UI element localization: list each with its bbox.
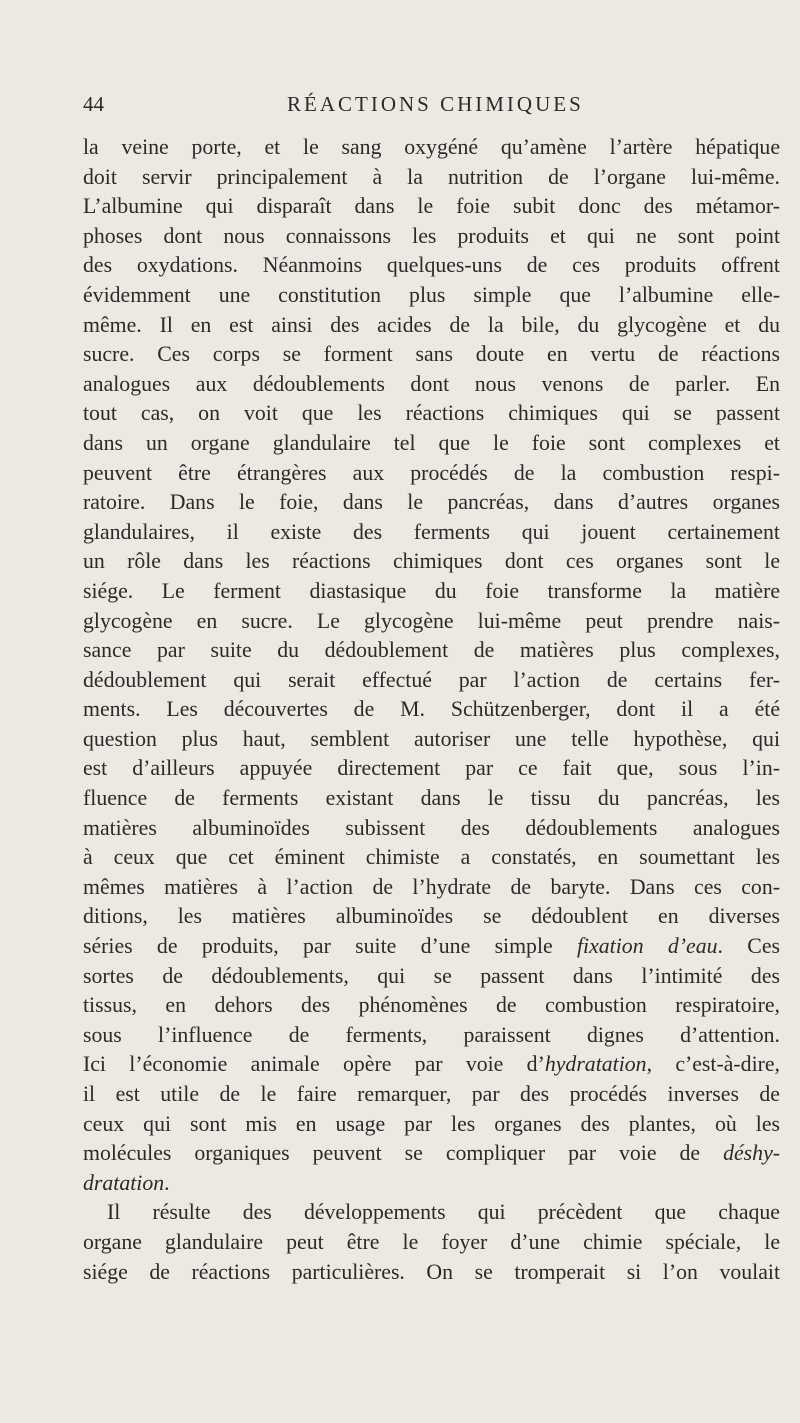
text-line: sance par suite du dédoublement de matières plus complexes, <box>83 638 780 663</box>
text-line <box>83 1169 780 1199</box>
text-line: tissus, en dehors des phénomènes de combustion respiratoire, <box>83 993 780 1018</box>
text-run: . <box>164 1170 170 1195</box>
text-line: L’albumine qui disparaît dans le foie subit donc des métamor- <box>83 194 780 219</box>
text-line: est d’ailleurs appuyée directement par ce fait que, sous l’in- <box>83 756 780 781</box>
text-line: la veine porte, et le sang oxygéné qu’amène l’artère hépatique <box>83 135 780 159</box>
italic-term: hydratation <box>544 1052 647 1077</box>
text-line: dans un organe glandulaire tel que le foie sont complexes et <box>83 430 780 455</box>
text-line: mêmes matières à l’action de l’hydrate de baryte. Dans ces con- <box>83 874 780 899</box>
running-title: RÉACTIONS CHIMIQUES <box>287 92 584 116</box>
text-line: évidemment une constitution plus simple que l’albumine elle- <box>83 282 780 307</box>
text-line: un rôle dans les réactions chimiques dont ces organes sont le <box>83 549 780 574</box>
text-line: ments. Les découvertes de M. Schützenberger, dont il a été <box>83 697 780 722</box>
text-line: matières albuminoïdes subissent des dédoublements analogues <box>83 815 780 840</box>
text-line <box>83 932 780 962</box>
text-line: dédoublement qui serait effectué par l’action de certains fer- <box>83 667 780 692</box>
text-line: fluence de ferments existant dans le tissu du pancréas, les <box>83 786 780 811</box>
text-run: séries de produits, par suite d’une simple <box>83 934 577 959</box>
italic-term: fixation d’eau <box>577 934 718 959</box>
text-line: ditions, les matières albuminoïdes se dédoublent en diverses <box>83 904 780 929</box>
text-line: il est utile de le faire remarquer, par des procédés inverses de <box>83 1082 780 1106</box>
text-line: glandulaires, il existe des ferments qui jouent certainement <box>83 519 780 544</box>
text-line <box>83 1139 780 1169</box>
text-line: glycogène en sucre. Le glycogène lui-même peut prendre nais- <box>83 608 780 633</box>
text-run: . Ces <box>717 934 780 959</box>
italic-term: déshy- <box>723 1141 780 1166</box>
text-line: à ceux que cet éminent chimiste a constatés, en soumettant les <box>83 845 780 870</box>
text-line: siége de réactions particulières. On se tromperait si l’on voulait <box>83 1259 780 1284</box>
text-run: molécules organiques peuvent se compliquer par voie de <box>83 1141 724 1166</box>
text-line: peuvent être étrangères aux procédés de la combustion respi- <box>83 460 780 485</box>
text-line: organe glandulaire peut être le foyer d’une chimie spéciale, le <box>83 1229 780 1254</box>
body-text <box>83 133 780 1287</box>
page-header <box>83 92 783 122</box>
text-line: sortes de dédoublements, qui se passent dans l’intimité des <box>83 963 780 988</box>
text-line: phoses dont nous connaissons les produits et qui ne sont point <box>83 223 780 248</box>
text-line: doit servir principalement à la nutrition de l’organe lui-même. <box>83 164 780 189</box>
text-line: tout cas, on voit que les réactions chimiques qui se passent <box>83 401 780 426</box>
text-run: Ici l’économie animale opère par voie d’ <box>83 1052 545 1077</box>
text-run: , c’est-à-dire, <box>646 1052 781 1077</box>
page-number: 44 <box>83 92 104 116</box>
italic-term: dratation <box>83 1170 165 1195</box>
text-line: sous l’influence de ferments, paraissent dignes d’attention. <box>83 1022 780 1047</box>
text-line: ceux qui sont mis en usage par les organes des plantes, où les <box>83 1111 780 1136</box>
text-line: même. Il en est ainsi des acides de la bile, du glycogène et du <box>83 312 780 337</box>
text-line: siége. Le ferment diastasique du foie transforme la matière <box>83 578 780 603</box>
text-line: sucre. Ces corps se forment sans doute en vertu de réactions <box>83 342 780 367</box>
paragraph-first-line: Il résulte des développements qui précèdent que chaque <box>107 1200 780 1225</box>
text-line: des oxydations. Néanmoins quelques-uns de ces produits offrent <box>83 253 780 278</box>
text-line: analogues aux dédoublements dont nous venons de parler. En <box>83 371 780 396</box>
text-line <box>83 1050 780 1080</box>
text-line: question plus haut, semblent autoriser une telle hypothèse, qui <box>83 726 780 751</box>
text-line: ratoire. Dans le foie, dans le pancréas, dans d’autres organes <box>83 490 780 515</box>
